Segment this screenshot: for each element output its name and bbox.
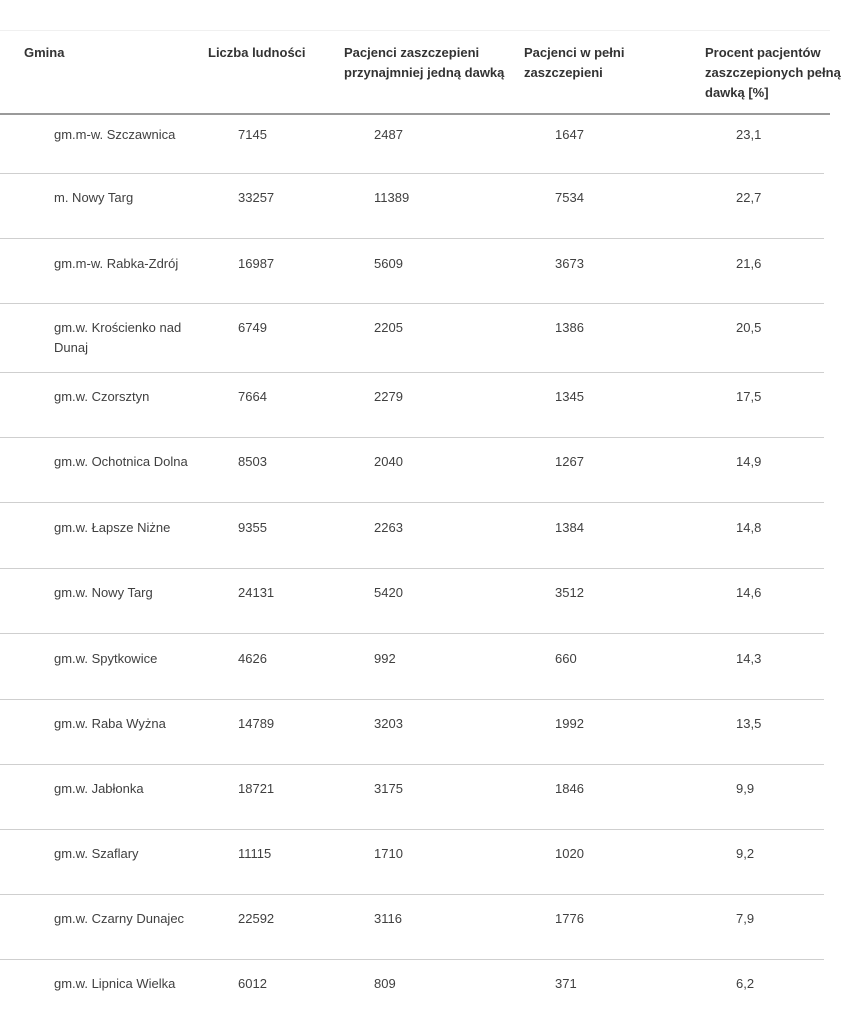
cell-population: 24131 (238, 585, 275, 600)
column-header-percent-full: Procent pacjentów zaszczepionych pełną dawką [%] (705, 45, 841, 100)
cell-population: 11115 (238, 846, 272, 861)
cell-gmina: m. Nowy Targ (54, 190, 134, 205)
column-header-population: Liczba ludności (208, 45, 306, 60)
cell-percent-full: 13,5 (736, 716, 762, 731)
cell-one-dose: 2279 (374, 389, 403, 404)
cell-one-dose: 5609 (374, 256, 403, 271)
cell-gmina: gm.w. Łapsze Niżne (54, 520, 171, 535)
cell-percent-full: 9,2 (736, 846, 755, 861)
table-row (0, 765, 824, 830)
table-row (0, 115, 824, 174)
cell-one-dose: 2263 (374, 520, 403, 535)
cell-gmina: gm.w. Lipnica Wielka (54, 976, 176, 991)
cell-percent-full: 14,3 (736, 651, 762, 666)
cell-one-dose: 2205 (374, 320, 403, 335)
cell-fully-vaccinated: 1846 (555, 781, 584, 796)
cell-fully-vaccinated: 1345 (555, 389, 584, 404)
cell-one-dose: 992 (374, 651, 396, 666)
cell-gmina: gm.w. Czorsztyn (54, 389, 150, 404)
cell-one-dose: 3203 (374, 716, 403, 731)
cell-percent-full: 9,9 (736, 781, 755, 796)
cell-population: 8503 (238, 454, 267, 469)
cell-gmina: gm.w. Czarny Dunajec (54, 911, 185, 926)
cell-fully-vaccinated: 371 (555, 976, 577, 991)
cell-population: 14789 (238, 716, 275, 731)
table-row (0, 503, 824, 569)
cell-percent-full: 14,6 (736, 585, 762, 600)
cell-percent-full: 14,8 (736, 520, 762, 535)
table-row (0, 373, 824, 438)
table-row (0, 700, 824, 765)
table-row (0, 634, 824, 700)
cell-gmina: gm.w. Nowy Targ (54, 585, 153, 600)
cell-population: 4626 (238, 651, 267, 666)
column-header-one-dose: Pacjenci zaszczepieni przynajmniej jedną dawką (344, 45, 505, 80)
column-header-gmina: Gmina (24, 45, 65, 60)
cell-fully-vaccinated: 660 (555, 651, 577, 666)
cell-one-dose: 3116 (374, 911, 402, 926)
table-body (0, 115, 848, 1024)
cell-one-dose: 2040 (374, 454, 403, 469)
cell-fully-vaccinated: 1992 (555, 716, 584, 731)
cell-gmina: gm.w. Raba Wyżna (54, 716, 166, 731)
cell-fully-vaccinated: 1020 (555, 846, 584, 861)
cell-percent-full: 20,5 (736, 320, 762, 335)
cell-fully-vaccinated: 1647 (555, 127, 584, 142)
table-header (0, 30, 841, 115)
table-row (0, 239, 824, 304)
cell-gmina: gm.w. Jabłonka (54, 781, 144, 796)
cell-one-dose: 11389 (374, 190, 410, 205)
table-row (0, 304, 824, 373)
cell-percent-full: 22,7 (736, 190, 762, 205)
table-row (0, 569, 824, 634)
cell-one-dose: 2487 (374, 127, 403, 142)
cell-population: 16987 (238, 256, 275, 271)
cell-fully-vaccinated: 7534 (555, 190, 584, 205)
cell-fully-vaccinated: 1776 (555, 911, 584, 926)
cell-fully-vaccinated: 1386 (555, 320, 584, 335)
vaccination-table (0, 30, 848, 1024)
cell-percent-full: 6,2 (736, 976, 755, 991)
cell-one-dose: 3175 (374, 781, 403, 796)
cell-gmina: gm.m-w. Rabka-Zdrój (54, 256, 179, 271)
cell-one-dose: 1710 (374, 846, 403, 861)
cell-gmina: gm.w. Szaflary (54, 846, 139, 861)
cell-population: 9355 (238, 520, 267, 535)
cell-population: 6749 (238, 320, 267, 335)
table-row (0, 174, 824, 239)
cell-gmina: gm.m-w. Szczawnica (54, 127, 176, 142)
column-header-fully-vaccinated: Pacjenci w pełni zaszczepieni (524, 45, 625, 80)
cell-fully-vaccinated: 1267 (555, 454, 584, 469)
cell-population: 6012 (238, 976, 267, 991)
table-row (0, 438, 824, 503)
cell-population: 7145 (238, 127, 267, 142)
cell-population: 22592 (238, 911, 275, 926)
cell-fully-vaccinated: 3673 (555, 256, 584, 271)
cell-gmina: gm.w. Ochotnica Dolna (54, 454, 188, 469)
cell-population: 18721 (238, 781, 275, 796)
cell-fully-vaccinated: 3512 (555, 585, 584, 600)
cell-population: 33257 (238, 190, 275, 205)
table-row (0, 830, 824, 895)
cell-gmina: gm.w. Spytkowice (54, 651, 158, 666)
cell-gmina: gm.w. Krościenko nad Dunaj (54, 320, 182, 355)
cell-population: 7664 (238, 389, 267, 404)
cell-percent-full: 17,5 (736, 389, 762, 404)
cell-percent-full: 23,1 (736, 127, 762, 142)
cell-one-dose: 809 (374, 976, 396, 991)
cell-fully-vaccinated: 1384 (555, 520, 584, 535)
table-row (0, 960, 824, 1024)
cell-one-dose: 5420 (374, 585, 403, 600)
cell-percent-full: 7,9 (736, 911, 755, 926)
cell-percent-full: 21,6 (736, 256, 762, 271)
cell-percent-full: 14,9 (736, 454, 762, 469)
table-row (0, 895, 824, 960)
